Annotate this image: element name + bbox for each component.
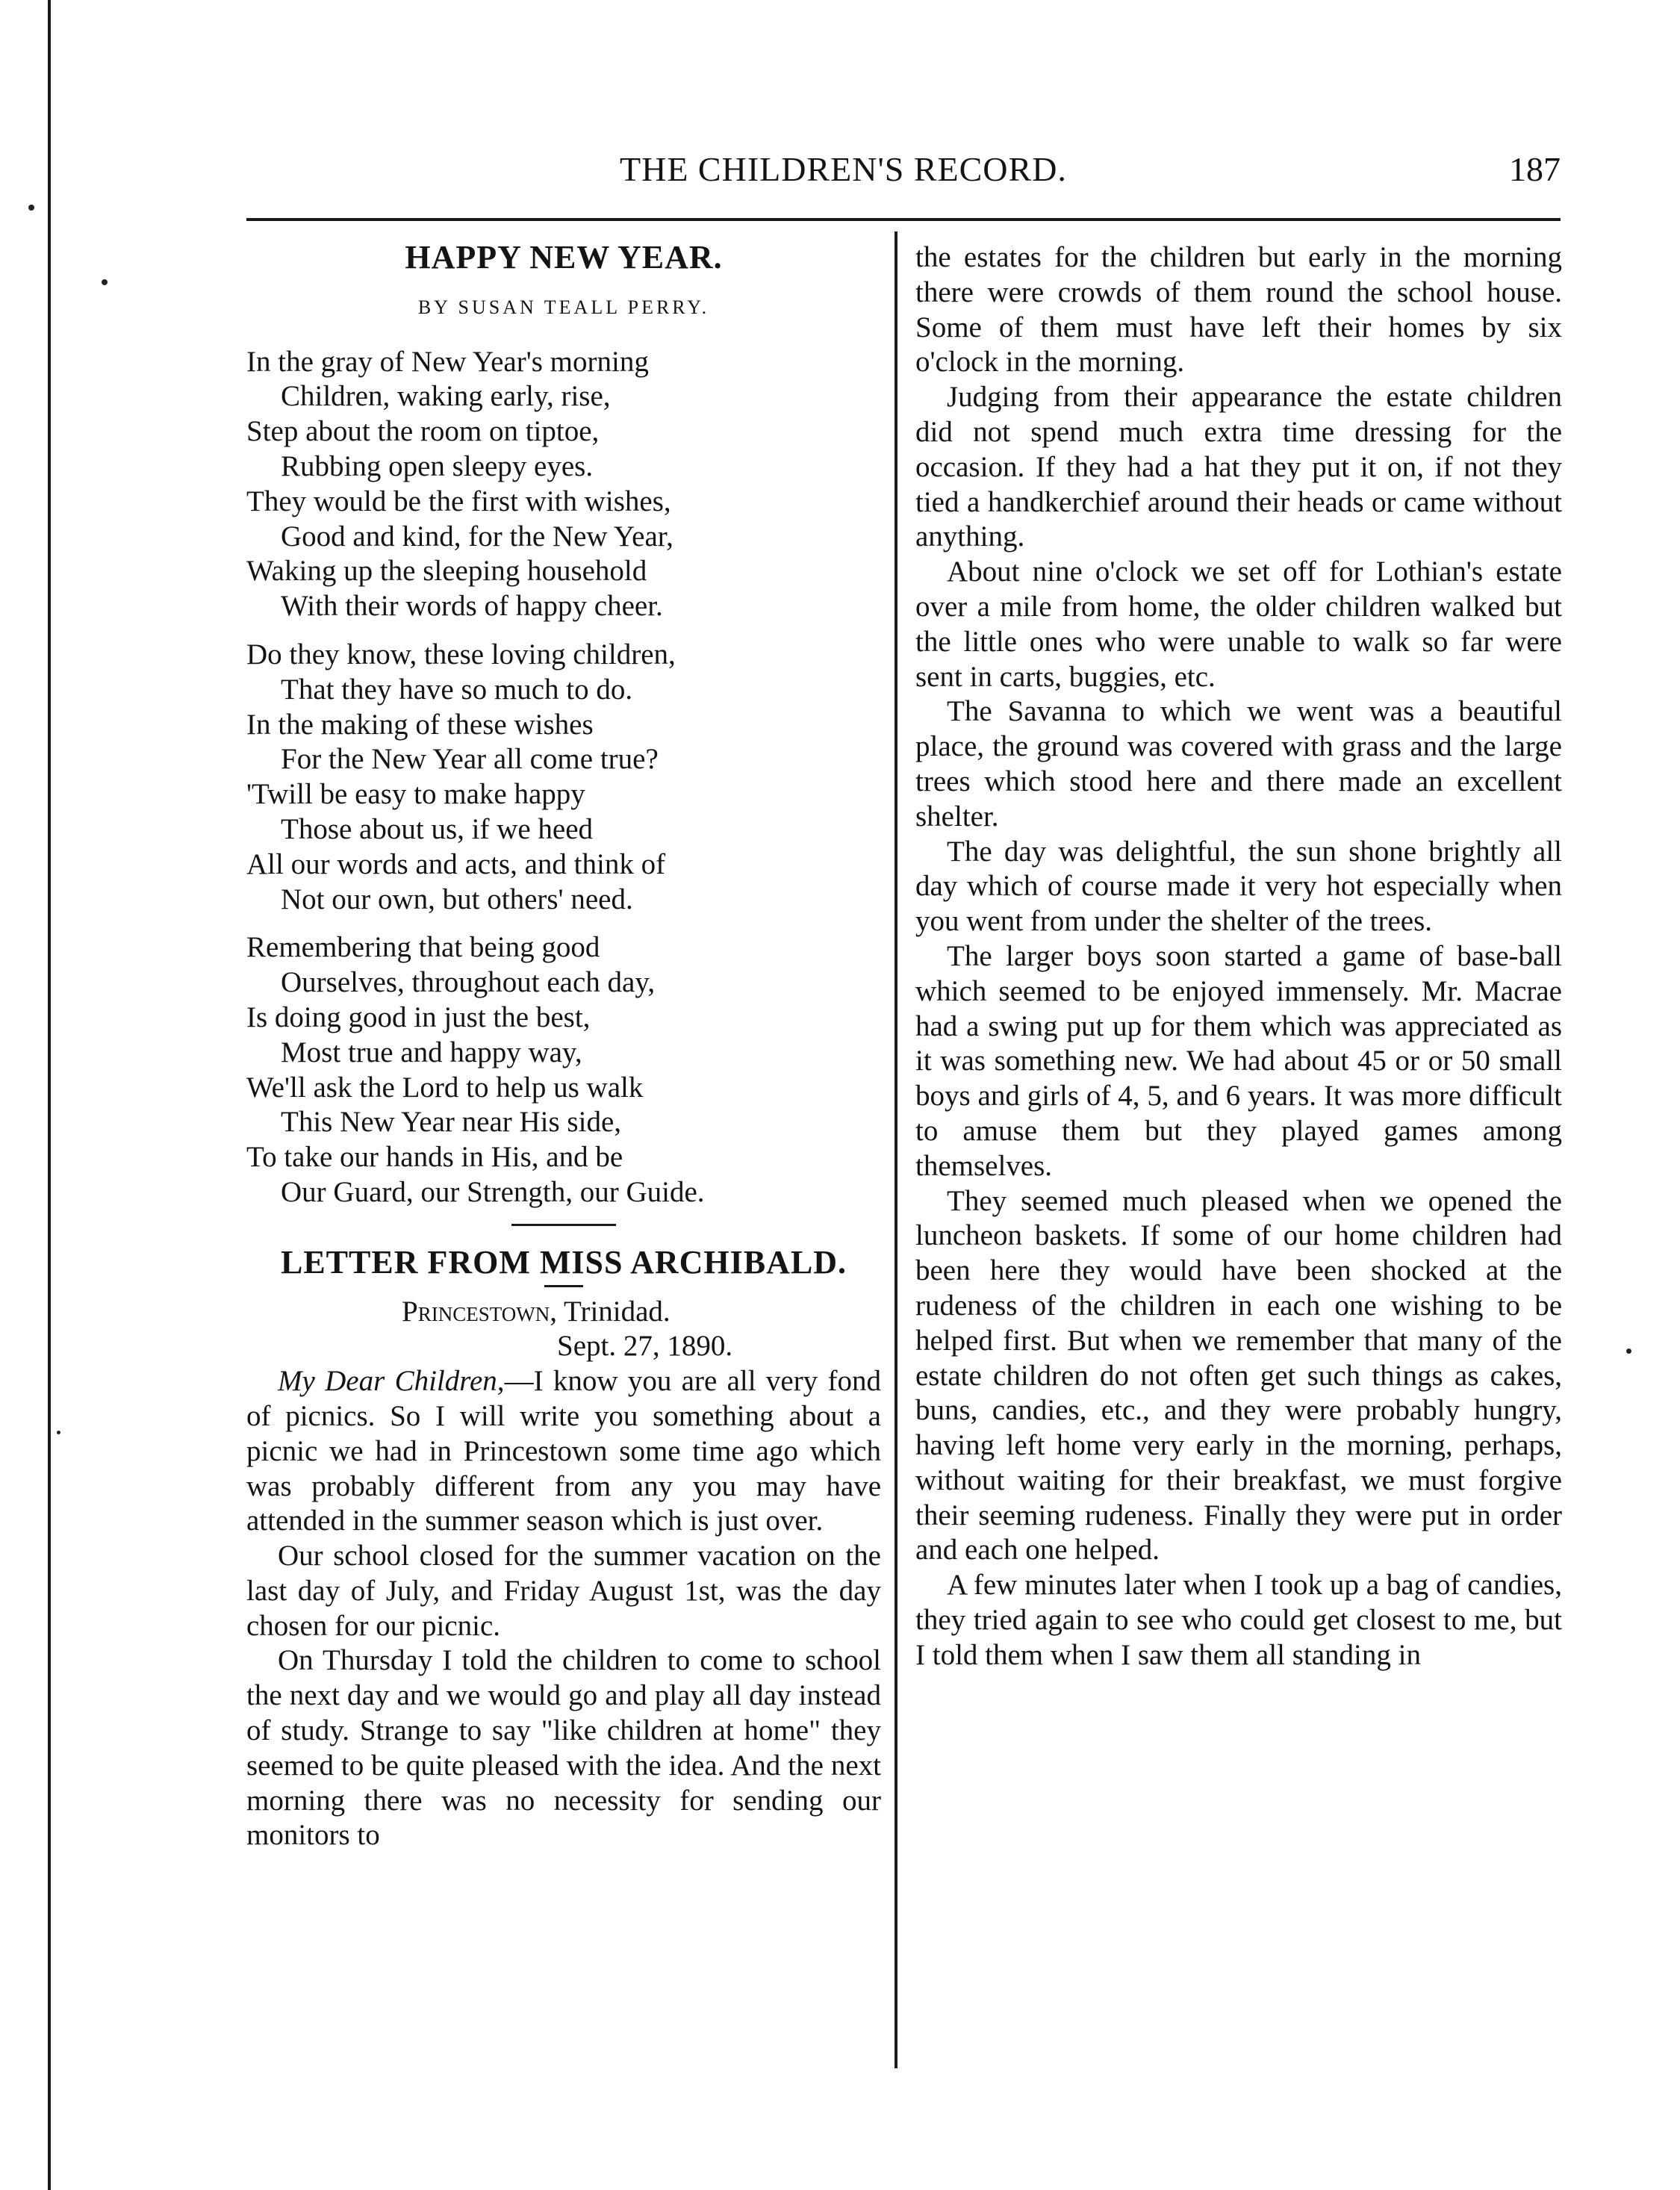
poem-line: Those about us, if we heed (281, 812, 594, 845)
poem-line: 'Twill be easy to make happy (246, 778, 585, 811)
poem-line: Is doing good in just the best, (246, 1001, 591, 1033)
left-column (246, 240, 881, 1853)
title-dash (544, 1285, 583, 1287)
letter-dateline (246, 1295, 881, 1330)
letter-paragraph: About nine o'clock we set off for Lothian's estate over a mile from home, the older children walked but the little ones who were unable to walk so far were sent in carts, buggies, etc. (915, 556, 1562, 693)
letter-paragraph: They seemed much pleased when we opened the luncheon baskets. If some of our home children had been here they would have been shocked at the rudeness of the children in each one wishing to be helped first. But when we remember that many of the estate children do not often get such things as cakes, buns, candies, etc., and they were probably hungry, having left home very early in the morning, perhaps, without waiting for their breakfast, we must forgive their seeming rudeness. Finally they were put in order and each one helped. (915, 1184, 1562, 1567)
poem-line: Most true and happy way, (281, 1036, 582, 1068)
poem-line: Not our own, but others' need. (281, 883, 633, 915)
poem-line: Do they know, these loving children, (246, 638, 676, 671)
poem-byline: BY SUSAN TEALL PERRY. (417, 296, 710, 318)
page-number: 187 (1509, 150, 1561, 188)
letter-paragraph: The larger boys soon started a game of base-ball which seemed to be enjoyed immensely. Mr. Macrae had a swing put up for them which was appreciated as it was something new. We had about 45 or or 50 small boys and girls of 4, 5, and 6 years. It was more difficult to amuse them but they played games among themselves. (915, 939, 1562, 1182)
poem-stanza (246, 638, 881, 917)
letter-paragraph: On Thursday I told the children to come to school the next day and we would go and play all day instead of study. Strange to say "like children at home" they seemed to be quite pleased with the idea. And the next morning there was no necessity for sending our monitors to (246, 1644, 881, 1852)
poem-line: Waking up the sleeping household (246, 555, 647, 588)
letter-paragraph: Our school closed for the summer vacation on the last day of July, and Friday August 1st, was the day chosen for our picnic. (246, 1540, 881, 1642)
poem-line: That they have so much to do. (281, 673, 633, 706)
ink-speck (102, 279, 108, 285)
poem-title: HAPPY NEW YEAR. (405, 239, 723, 276)
header-rule (246, 218, 1561, 221)
binding-margin-rule (48, 0, 51, 2190)
ink-speck (1626, 1348, 1631, 1354)
poem-line: To take our hands in His, and be (246, 1141, 623, 1174)
column-rule (895, 231, 897, 2068)
poem-line: All our words and acts, and think of (246, 847, 666, 880)
running-title: THE CHILDREN'S RECORD. (620, 150, 1067, 188)
poem-line: Ourselves, throughout each day, (281, 966, 656, 999)
poem-line: Rubbing open sleepy eyes. (281, 449, 594, 482)
poem-line: For the New Year all come true? (281, 743, 659, 776)
poem-line: With their words of happy cheer. (281, 590, 663, 623)
poem-line: Good and kind, for the New Year, (281, 520, 673, 553)
poem-line: They would be the first with wishes, (246, 485, 671, 517)
dateline-place: Princestown, (402, 1295, 557, 1328)
letter-paragraph (246, 1364, 881, 1539)
letter-continuation: the estates for the children but early in the morning there were crowds of them round the school house. Some of them must have left their homes by six o'clock in the morning. (915, 241, 1562, 379)
poem-line: Step about the room on tiptoe, (246, 415, 600, 448)
poem-stanza (246, 930, 881, 1210)
dateline-region: Trinidad. (564, 1295, 671, 1328)
poem-line: Children, waking early, rise, (281, 380, 611, 413)
poem-line: Our Guard, our Strength, our Guide. (281, 1175, 705, 1208)
page-header (246, 149, 1561, 202)
poem-stanza (246, 345, 881, 624)
poem-line: In the making of these wishes (246, 708, 594, 741)
letter-salutation: My Dear Children, (278, 1365, 505, 1398)
poem-line: We'll ask the Lord to help us walk (246, 1071, 644, 1104)
right-column (915, 240, 1562, 1673)
poem-line: Remembering that being good (246, 931, 600, 964)
letter-paragraph: Judging from their appearance the estate children did not spend much extra time dressing for the occasion. If they had a hat they put it on, if not they tied a handkerchief around their heads or came without anything. (915, 381, 1562, 553)
ink-speck (57, 1431, 60, 1434)
section-divider (511, 1224, 616, 1226)
poem-line: In the gray of New Year's morning (246, 345, 649, 378)
ink-speck (28, 205, 34, 211)
letter-paragraph: A few minutes later when I took up a bag of candies, they tried again to see who could get closest to me, but I told them when I saw them all standing in (915, 1569, 1562, 1671)
letter-paragraph-text: —I know you are all very fond of picnics. So I will write you something about a picnic we had in Princestown some time ago which was probably different from any you may have attended in the summer season which is just over. (246, 1365, 881, 1537)
letter-title: LETTER FROM MISS ARCHIBALD. (280, 1243, 847, 1281)
letter-paragraph: The day was delightful, the sun shone brightly all day which of course made it very hot especially when you went from under the shelter of the trees. (915, 835, 1562, 938)
letter-date: Sept. 27, 1890. (557, 1330, 733, 1363)
letter-paragraph: The Savanna to which we went was a beautiful place, the ground was covered with grass and the large trees which stood here and there made an excellent shelter. (915, 695, 1562, 833)
poem-line: This New Year near His side, (281, 1106, 622, 1139)
